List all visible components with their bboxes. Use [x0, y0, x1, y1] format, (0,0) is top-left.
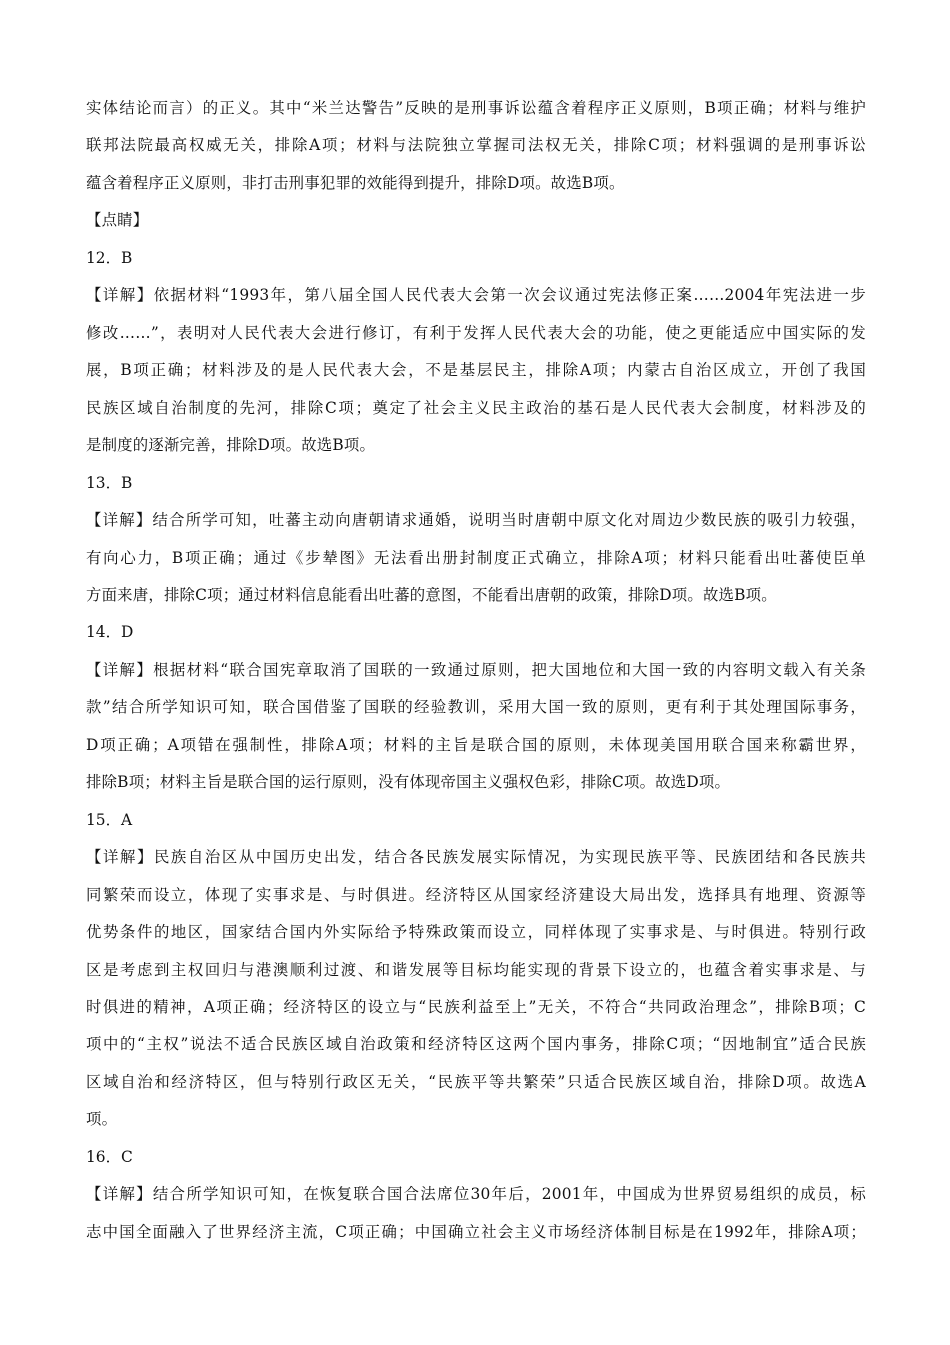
text-line: 有向心力，B项正确；通过《步辇图》无法看出册封制度正式确立，排除A项；材料只能看出吐蕃使臣单	[86, 549, 866, 567]
text-line: 项。	[86, 1110, 118, 1128]
text-line: 是制度的逐渐完善，排除D项。故选B项。	[86, 436, 376, 454]
question-answer: 15．A	[86, 811, 133, 829]
text-line: 【详解】结合所学可知，吐蕃主动向唐朝请求通婚，说明当时唐朝中原文化对周边少数民族的吸引力较强，	[86, 511, 866, 529]
text-line: 优势条件的地区，国家结合国内外实际给予特殊政策而设立，同样体现了实事求是、与时俱进。特别行政	[86, 923, 866, 941]
section-heading: 【点睛】	[86, 211, 149, 229]
text-line: 展，B项正确；材料涉及的是人民代表大会，不是基层民主，排除A项；内蒙古自治区成立，开创了我国	[86, 361, 866, 379]
text-line: 实体结论而言）的正义。其中“米兰达警告”反映的是刑事诉讼蕴含着程序正义原则，B项正确；材料与维护	[86, 99, 866, 117]
text-line: 【详解】根据材料“联合国宪章取消了国联的一致通过原则，把大国地位和大国一致的内容明文载入有关条	[86, 661, 866, 679]
text-line: 项中的“主权”说法不适合民族区域自治政策和经济特区这两个国内事务，排除C项；“因地制宜”适合民族	[86, 1035, 866, 1053]
question-answer: 16．C	[86, 1148, 133, 1166]
text-line: 方面来唐，排除C项；通过材料信息能看出吐蕃的意图，不能看出唐朝的政策，排除D项。故选B项。	[86, 586, 777, 604]
text-line: 志中国全面融入了世界经济主流，C项正确；中国确立社会主义市场经济体制目标是在1992年，排除A项；	[86, 1223, 866, 1241]
text-line: 蕴含着程序正义原则，非打击刑事犯罪的效能得到提升，排除D项。故选B项。	[86, 174, 625, 192]
text-line: 修改……”，表明对人民代表大会进行修订，有利于发挥人民代表大会的功能，使之更能适应中国实际的发	[86, 324, 866, 342]
question-answer: 14．D	[86, 623, 134, 641]
text-line: 时俱进的精神，A项正确；经济特区的设立与“民族利益至上”无关，不符合“共同政治理念”，排除B项；C	[86, 998, 866, 1016]
text-line: 区域自治和经济特区，但与特别行政区无关，“民族平等共繁荣”只适合民族区域自治，排除D项。故选A	[86, 1073, 866, 1091]
text-line: D项正确；A项错在强制性，排除A项；材料的主旨是联合国的原则，未体现美国用联合国来称霸世界，	[86, 736, 866, 754]
question-answer: 13．B	[86, 474, 133, 492]
text-line: 【详解】依据材料“1993年，第八届全国人民代表大会第一次会议通过宪法修正案……2004年宪法进一步	[86, 286, 866, 304]
text-line: 联邦法院最高权威无关，排除A项；材料与法院独立掌握司法权无关，排除C项；材料强调的是刑事诉讼	[86, 136, 866, 154]
text-line: 排除B项；材料主旨是联合国的运行原则，没有体现帝国主义强权色彩，排除C项。故选D项。	[86, 773, 731, 791]
text-line: 同繁荣而设立，体现了实事求是、与时俱进。经济特区从国家经济建设大局出发，选择具有地理、资源等	[86, 886, 866, 904]
text-line: 【详解】结合所学知识可知，在恢复联合国合法席位30年后，2001年，中国成为世界贸易组织的成员，标	[86, 1185, 866, 1203]
question-answer: 12．B	[86, 249, 133, 267]
text-line: 民族区域自治制度的先河，排除C项；奠定了社会主义民主政治的基石是人民代表大会制度，材料涉及的	[86, 399, 866, 417]
text-line: 款”结合所学知识可知，联合国借鉴了国联的经验教训，采用大国一致的原则，更有利于其处理国际事务，	[86, 698, 866, 716]
text-line: 区是考虑到主权回归与港澳顺利过渡、和谐发展等目标均能实现的背景下设立的，也蕴含着实事求是、与	[86, 961, 866, 979]
text-line: 【详解】民族自治区从中国历史出发，结合各民族发展实际情况，为实现民族平等、民族团结和各民族共	[86, 848, 866, 866]
